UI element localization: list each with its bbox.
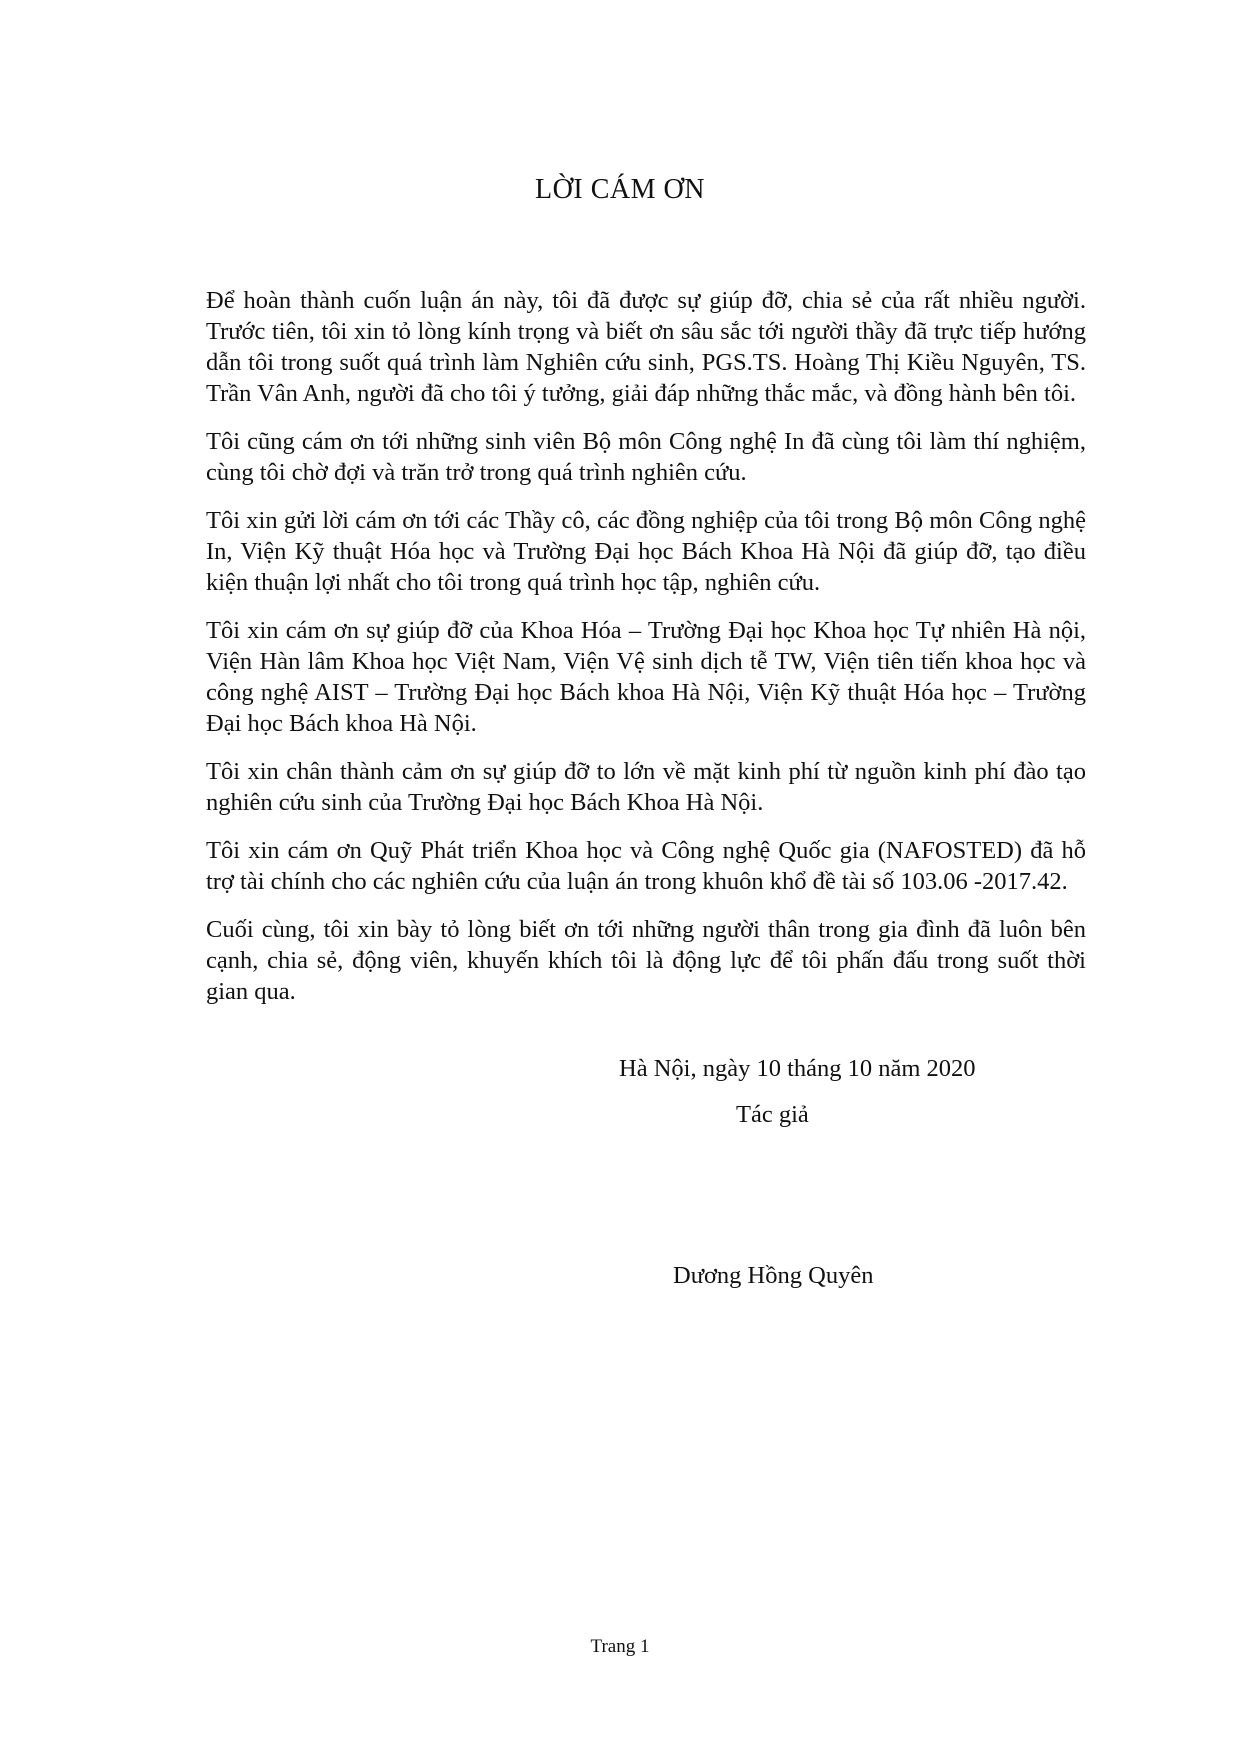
paragraph-4: Tôi xin cám ơn sự giúp đỡ của Khoa Hóa – Trường Đại học Khoa học Tự nhiên Hà nội, Viện Hàn lâm Khoa học Việt Nam, Viện Vệ sinh dịch tễ TW, Viện tiên tiến khoa học và công nghệ AIST – Trường Đại học Bách khoa Hà Nội, Viện Kỹ thuật Hóa học – Trường Đại học Bách khoa Hà Nội. bbox=[206, 617, 1086, 737]
page-title: LỜI CÁM ƠN bbox=[535, 174, 705, 205]
paragraph-1: Để hoàn thành cuốn luận án này, tôi đã được sự giúp đỡ, chia sẻ của rất nhiều người. Trước tiên, tôi xin tỏ lòng kính trọng và biết ơn sâu sắc tới người thầy đã trực tiếp hướng dẫn tôi trong suốt quá trình làm Nghiên cứu sinh, PGS.TS. Hoàng Thị Kiều Nguyên, TS. Trần Vân Anh, người đã cho tôi ý tưởng, giải đáp những thắc mắc, và đồng hành bên tôi. bbox=[206, 287, 1086, 407]
document-body bbox=[206, 285, 1086, 1024]
paragraph-6: Tôi xin cám ơn Quỹ Phát triển Khoa học và Công nghệ Quốc gia (NAFOSTED) đã hỗ trợ tài chính cho các nghiên cứu của luận án trong khuôn khổ đề tài số 103.06 -2017.42. bbox=[206, 837, 1086, 895]
page-number: Trang 1 bbox=[590, 1636, 650, 1657]
paragraph-3: Tôi xin gửi lời cám ơn tới các Thầy cô, các đồng nghiệp của tôi trong Bộ môn Công nghệ In, Viện Kỹ thuật Hóa học và Trường Đại học Bách Khoa Hà Nội đã giúp đỡ, tạo điều kiện thuận lợi nhất cho tôi trong quá trình học tập, nghiên cứu. bbox=[206, 507, 1086, 596]
author-name: Dương Hồng Quyên bbox=[673, 1262, 874, 1289]
place-date: Hà Nội, ngày 10 tháng 10 năm 2020 bbox=[619, 1055, 976, 1082]
paragraph-2: Tôi cũng cám ơn tới những sinh viên Bộ môn Công nghệ In đã cùng tôi làm thí nghiệm, cùng tôi chờ đợi và trăn trở trong quá trình nghiên cứu. bbox=[206, 428, 1086, 486]
paragraph-7: Cuối cùng, tôi xin bày tỏ lòng biết ơn tới những người thân trong gia đình đã luôn bên cạnh, chia sẻ, động viên, khuyến khích tôi là động lực để tôi phấn đấu trong suốt thời gian qua. bbox=[206, 916, 1086, 1005]
author-role: Tác giả bbox=[736, 1101, 809, 1128]
paragraph-5: Tôi xin chân thành cảm ơn sự giúp đỡ to lớn về mặt kinh phí từ nguồn kinh phí đào tạo nghiên cứu sinh của Trường Đại học Bách Khoa Hà Nội. bbox=[206, 758, 1086, 816]
